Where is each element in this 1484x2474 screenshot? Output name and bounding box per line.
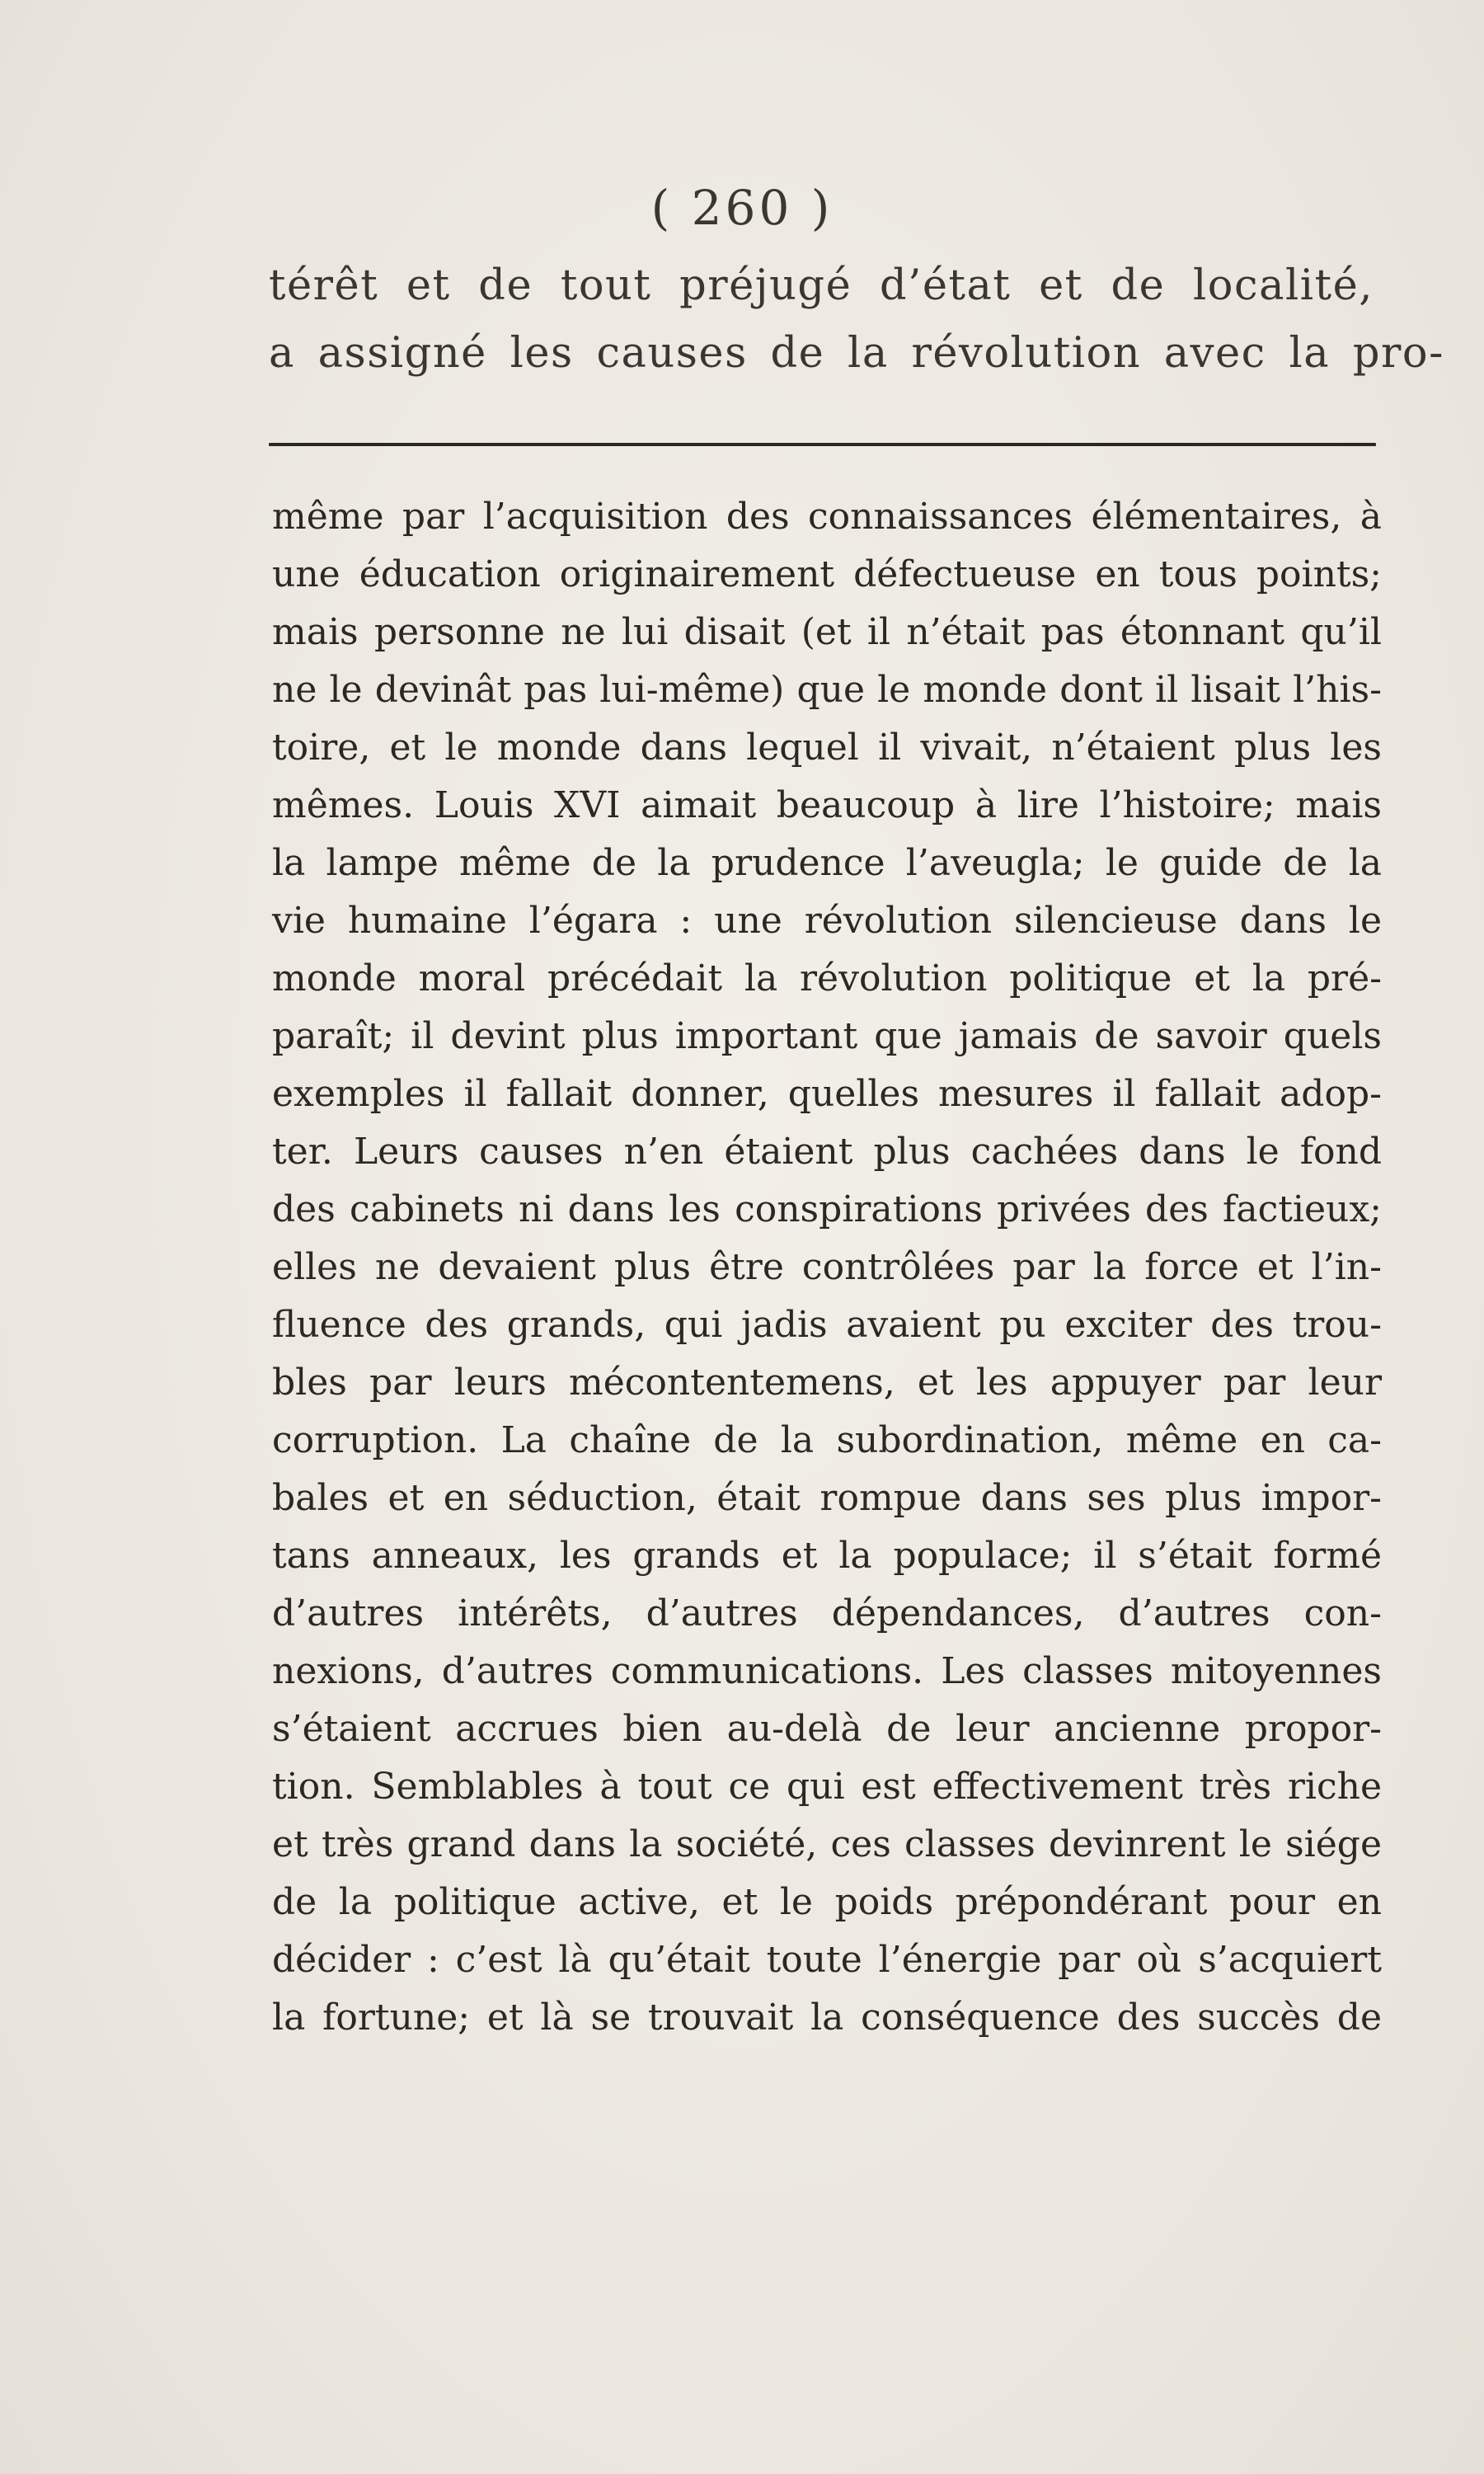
footnote-line: bales et en séduction, était rompue dans ses plus impor- <box>272 1477 1382 1519</box>
footnote-line: corruption. La chaîne de la subordination, même en ca- <box>272 1419 1382 1461</box>
footnote-line: même par l’acquisition des connaissances élémentaires, à <box>272 496 1382 538</box>
footnote-line: vie humaine l’égara : une révolution silencieuse dans le <box>272 900 1382 942</box>
footnote-separator <box>269 443 1376 446</box>
footnote-line: tion. Semblables à tout ce qui est effectivement très riche <box>272 1766 1382 1808</box>
footnote-line: une éducation originairement défectueuse en tous points; <box>272 553 1382 595</box>
footnote-line: s’étaient accrues bien au-delà de leur ancienne propor- <box>272 1708 1382 1750</box>
main-text-line: a assigné les causes de la révolution avec la pro- <box>269 329 1444 378</box>
footnote-line: d’autres intérêts, d’autres dépendances, d’autres con- <box>272 1592 1382 1634</box>
footnote-line: fluence des grands, qui jadis avaient pu exciter des trou- <box>272 1304 1382 1346</box>
footnote-line: mais personne ne lui disait (et il n’était pas étonnant qu’il <box>272 611 1382 653</box>
footnote-line: la lampe même de la prudence l’aveugla; le guide de la <box>272 842 1382 884</box>
footnote-line: des cabinets ni dans les conspirations privées des factieux; <box>272 1188 1382 1230</box>
footnote-line: toire, et le monde dans lequel il vivait, n’étaient plus les <box>272 727 1382 769</box>
main-text-line: térêt et de tout préjugé d’état et de localité, <box>269 261 1374 310</box>
footnote-line: et très grand dans la société, ces classes devinrent le siége <box>272 1823 1382 1865</box>
footnote <box>272 488 1382 2047</box>
footnote-line: bles par leurs mécontentemens, et les appuyer par leur <box>272 1362 1382 1404</box>
footnote-line: de la politique active, et le poids prépondérant pour en <box>272 1881 1382 1923</box>
footnote-line: la fortune; et là se trouvait la conséquence des succès de <box>272 1997 1382 2039</box>
footnote-line: décider : c’est là qu’était toute l’énergie par où s’acquiert <box>272 1939 1382 1981</box>
footnote-line: elles ne devaient plus être contrôlées par la force et l’in- <box>272 1246 1382 1288</box>
footnote-line: tans anneaux, les grands et la populace; il s’était formé <box>272 1535 1382 1577</box>
main-text <box>269 252 1444 388</box>
footnote-line: ne le devinât pas lui-même) que le monde dont il lisait l’his- <box>272 669 1382 711</box>
footnote-line: nexions, d’autres communications. Les classes mitoyennes <box>272 1650 1382 1692</box>
footnote-line: paraît; il devint plus important que jamais de savoir quels <box>272 1015 1382 1057</box>
page-number: ( 260 ) <box>650 180 834 236</box>
footnote-line: exemples il fallait donner, quelles mesures il fallait adop- <box>272 1073 1382 1115</box>
footnote-line: mêmes. Louis XVI aimait beaucoup à lire l’histoire; mais <box>272 784 1382 826</box>
footnote-line: monde moral précédait la révolution politique et la pré- <box>272 957 1382 999</box>
footnote-line: ter. Leurs causes n’en étaient plus cachées dans le fond <box>272 1131 1382 1173</box>
